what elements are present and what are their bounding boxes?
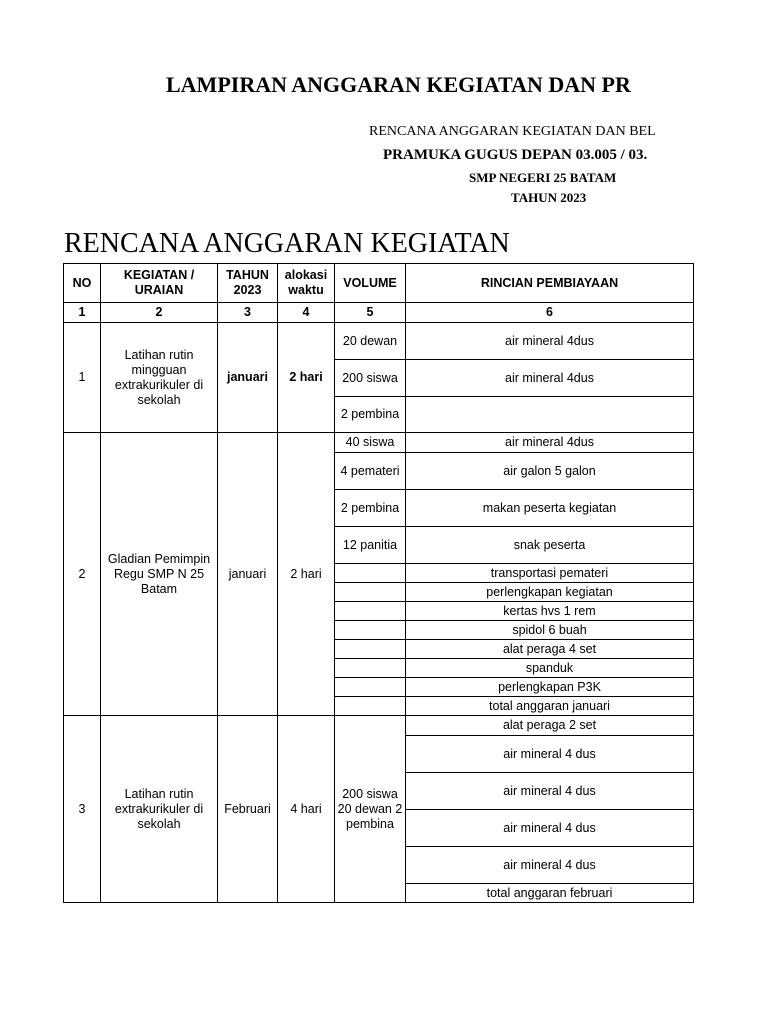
rincian-cell: air mineral 4 dus [406,736,694,773]
volume-cell: 40 siswa [335,433,406,453]
rincian-cell: air mineral 4dus [406,433,694,453]
volume-cell [335,678,406,697]
header-alokasi: alokasi waktu [278,264,335,303]
volume-combined-cell: 200 siswa 20 dewan 2 pembina [335,716,406,903]
activity-no: 2 [64,433,101,716]
section-heading: RENCANA ANGGARAN KEGIATAN [64,228,510,259]
activity-kegiatan: Latihan rutin mingguan extrakurikuler di sekolah [101,323,218,433]
col-number: 5 [335,303,406,323]
col-number: 1 [64,303,101,323]
rincian-cell: transportasi pemateri [406,564,694,583]
rincian-cell: spanduk [406,659,694,678]
activity-tahun: Februari [218,716,278,903]
activity-alokasi: 2 hari [278,323,335,433]
volume-cell [335,621,406,640]
table-row [64,433,694,453]
rincian-cell: alat peraga 4 set [406,640,694,659]
volume-cell: 200 siswa [335,360,406,397]
rincian-cell: alat peraga 2 set [406,716,694,736]
rincian-cell: air mineral 4 dus [406,773,694,810]
volume-cell: 4 pemateri [335,453,406,490]
activity-kegiatan: Latihan rutin extrakurikuler di sekolah [101,716,218,903]
header-no: NO [64,264,101,303]
activity-no: 3 [64,716,101,903]
subtitle-line-2: PRAMUKA GUGUS DEPAN 03.005 / 03. [383,147,648,163]
rincian-cell: air galon 5 galon [406,453,694,490]
rincian-cell [406,397,694,433]
header-rincian: RINCIAN PEMBIAYAAN [406,264,694,303]
volume-cell [335,640,406,659]
rincian-cell: total anggaran februari [406,884,694,903]
rincian-cell: total anggaran januari [406,697,694,716]
col-number: 6 [406,303,694,323]
subtitle-line-4: TAHUN 2023 [511,190,587,205]
budget-table [63,263,694,903]
rincian-cell: kertas hvs 1 rem [406,602,694,621]
rincian-cell: air mineral 4dus [406,323,694,360]
volume-cell [335,697,406,716]
header-kegiatan: KEGIATAN / URAIAN [101,264,218,303]
activity-no: 1 [64,323,101,433]
activity-alokasi: 4 hari [278,716,335,903]
activity-tahun: januari [218,433,278,716]
document-title: LAMPIRAN ANGGARAN KEGIATAN DAN PR [166,72,631,97]
table-row [64,323,694,360]
col-number: 4 [278,303,335,323]
activity-kegiatan: Gladian Pemimpin Regu SMP N 25 Batam [101,433,218,716]
col-number: 2 [101,303,218,323]
rincian-cell: air mineral 4dus [406,360,694,397]
volume-cell [335,602,406,621]
table-row [64,716,694,736]
table-header-row [64,264,694,303]
volume-cell: 2 pembina [335,397,406,433]
subtitle-line-3: SMP NEGERI 25 BATAM [469,170,617,185]
document-header [0,0,768,260]
rincian-cell: air mineral 4 dus [406,810,694,847]
rincian-cell: spidol 6 buah [406,621,694,640]
rincian-cell: makan peserta kegiatan [406,490,694,527]
rincian-cell: perlengkapan P3K [406,678,694,697]
activity-tahun: januari [218,323,278,433]
rincian-cell: air mineral 4 dus [406,847,694,884]
rincian-cell: perlengkapan kegiatan [406,583,694,602]
volume-cell [335,583,406,602]
activity-alokasi: 2 hari [278,433,335,716]
column-number-row [64,303,694,323]
volume-cell: 12 panitia [335,527,406,564]
volume-cell: 2 pembina [335,490,406,527]
subtitle-line-1: RENCANA ANGGARAN KEGIATAN DAN BEL [369,124,656,139]
rincian-cell: snak peserta [406,527,694,564]
header-volume: VOLUME [335,264,406,303]
header-tahun: TAHUN 2023 [218,264,278,303]
volume-cell [335,564,406,583]
volume-cell [335,659,406,678]
col-number: 3 [218,303,278,323]
volume-cell: 20 dewan [335,323,406,360]
